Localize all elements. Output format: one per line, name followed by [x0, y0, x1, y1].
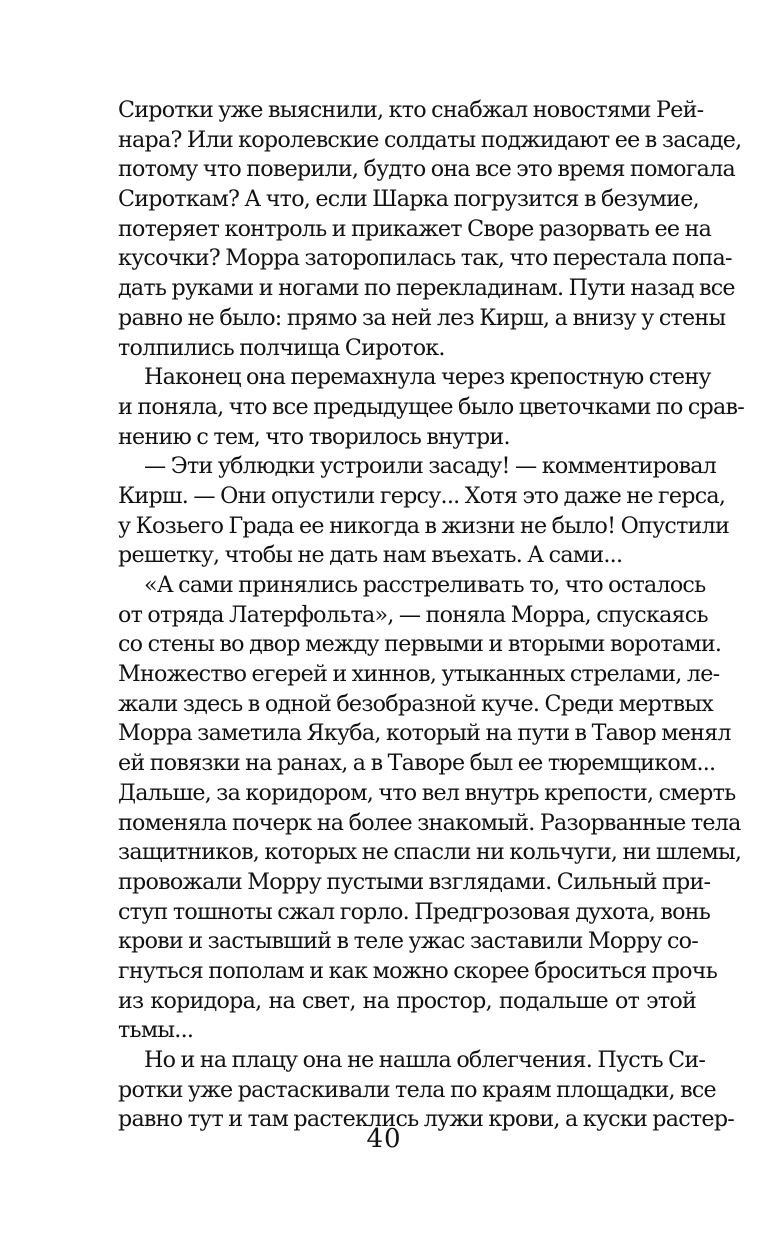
text-line: жали здесь в одной безобразной куче. Среди мертвых	[118, 690, 714, 717]
text-line: дать руками и ногами по перекладинам. Пути назад все	[118, 275, 735, 302]
text-line: ей повязки на ранах, а в Таворе был ее тюремщиком...	[118, 750, 716, 777]
text-line: решетку, чтобы не дать нам въехать. А сами...	[118, 542, 623, 569]
page-body-text	[118, 96, 744, 1135]
text-line: равно не было: прямо за ней лез Кирш, а внизу у стены	[118, 304, 726, 331]
text-line: защитников, которых не спасли ни кольчуги, ни шлемы,	[118, 839, 742, 866]
text-line: потеряет контроль и прикажет Своре разорвать ее на	[118, 215, 712, 242]
text-line: Кирш. — Они опустили герсу... Хотя это даже не герса,	[118, 482, 726, 509]
text-line: Множество егерей и хиннов, утыканных стрелами, ле-	[118, 661, 720, 688]
text-line: Наконец она перемахнула через крепостную стену	[144, 364, 711, 391]
text-line: нению с тем, что творилось внутри.	[118, 423, 510, 450]
text-line: равно тут и там растеклись лужи крови, а куски растер-	[118, 1106, 735, 1133]
text-line: тьмы...	[118, 1017, 194, 1044]
text-line: поменяла почерк на более знакомый. Разорванные тела	[118, 809, 741, 836]
text-line: у Козьего Града ее никогда в жизни не было! Опустили	[118, 512, 730, 539]
text-line: потому что поверили, будто она все это время помогала	[118, 156, 735, 183]
text-line: Морра заметила Якуба, который на пути в Тавор менял	[118, 720, 731, 747]
text-line: гнуться пополам и как можно скорее броситься прочь	[118, 957, 718, 984]
text-line: толпились полчища Сироток.	[118, 334, 445, 361]
text-line: ступ тошноты сжал горло. Предгрозовая духота, вонь	[118, 898, 711, 925]
text-line: Дальше, за коридором, что вел внутрь крепости, смерть	[118, 779, 736, 806]
text-line: кусочки? Морра заторопилась так, что перестала попа-	[118, 245, 732, 272]
text-line: «А сами принялись расстреливать то, что осталось	[144, 572, 706, 598]
text-line: из коридора, на свет, на простор, подальше от этой	[118, 987, 696, 1014]
page-number: 40	[366, 1124, 402, 1154]
text-line: нара? Или королевские солдаты поджидают ее в засаде,	[118, 126, 742, 153]
text-line: провожали Морру пустыми взглядами. Сильный при-	[118, 868, 711, 895]
text-line: ротки уже растаскивали тела по краям площадки, все	[118, 1076, 716, 1103]
text-line: Сироткам? А что, если Шарка погрузится в безумие,	[118, 186, 699, 213]
text-line: крови и застывший в теле ужас заставили Морру со-	[118, 928, 699, 955]
text-line: Сиротки уже выяснили, кто снабжал новостями Рей-	[118, 97, 704, 123]
text-line: и поняла, что все предыдущее было цветочками по срав-	[118, 393, 744, 420]
text-line: — Эти ублюдки устроили засаду! — комментировал	[144, 453, 717, 480]
text-line: от отряда Латерфольта», — поняла Морра, спускаясь	[118, 601, 708, 628]
text-line: Но и на плацу она не нашла облегчения. Пусть Си-	[144, 1047, 706, 1073]
text-line: со стены во двор между первыми и вторыми воротами.	[118, 631, 722, 658]
